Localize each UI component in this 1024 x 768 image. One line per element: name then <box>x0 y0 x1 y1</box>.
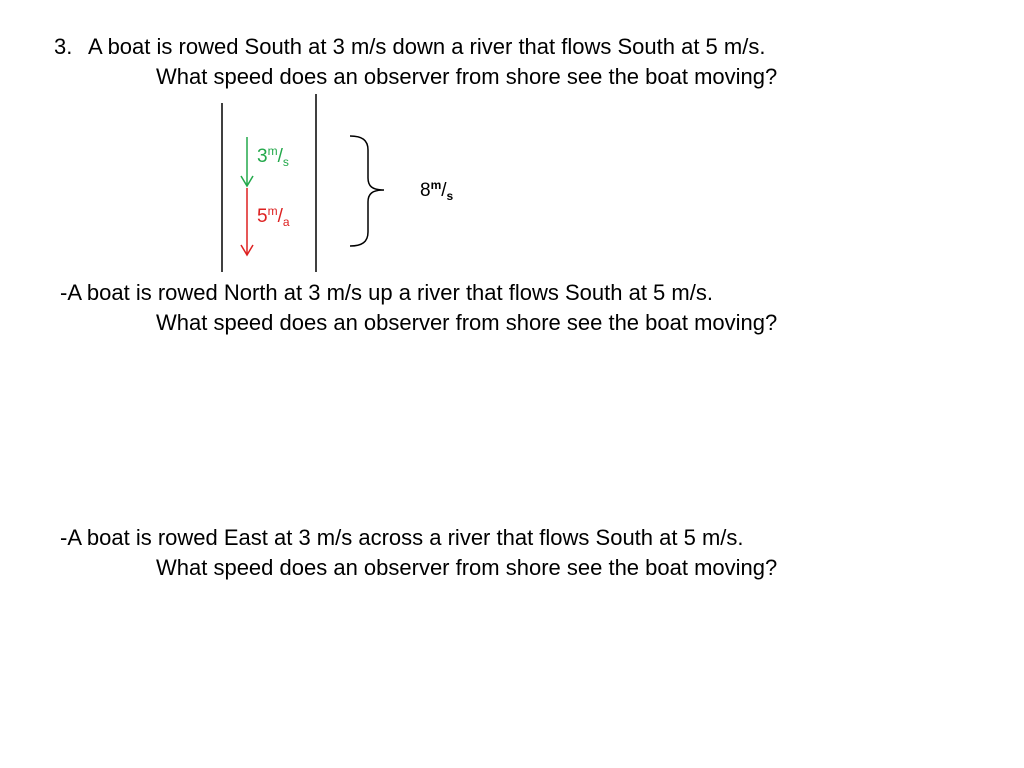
boat-velocity-label: $3^m/_s$ <box>257 144 289 169</box>
problem-2-question-line-2: What speed does an observer from shore see the boat moving? <box>156 310 778 335</box>
problem-1-text: A boat is rowed South at 3 m/s down a river that flows South at 5 m/s. <box>88 34 766 59</box>
problem-2-question-line-1: -A boat is rowed North at 3 m/s up a river that flows South at 5 m/s. <box>60 280 713 305</box>
problem-1-question-line-2: What speed does an observer from shore see the boat moving? <box>156 64 778 89</box>
problem-3-question-line-1: -A boat is rowed East at 3 m/s across a river that flows South at 5 m/s. <box>60 525 744 550</box>
resultant-velocity-label: $8^m/_s$ <box>420 178 454 203</box>
river-velocity-label: $5^m/_a$ <box>257 204 290 229</box>
problem-1-number: 3. <box>54 34 73 59</box>
sum-brace <box>350 136 384 246</box>
problem-3-question-line-2: What speed does an observer from shore see the boat moving? <box>156 555 778 580</box>
